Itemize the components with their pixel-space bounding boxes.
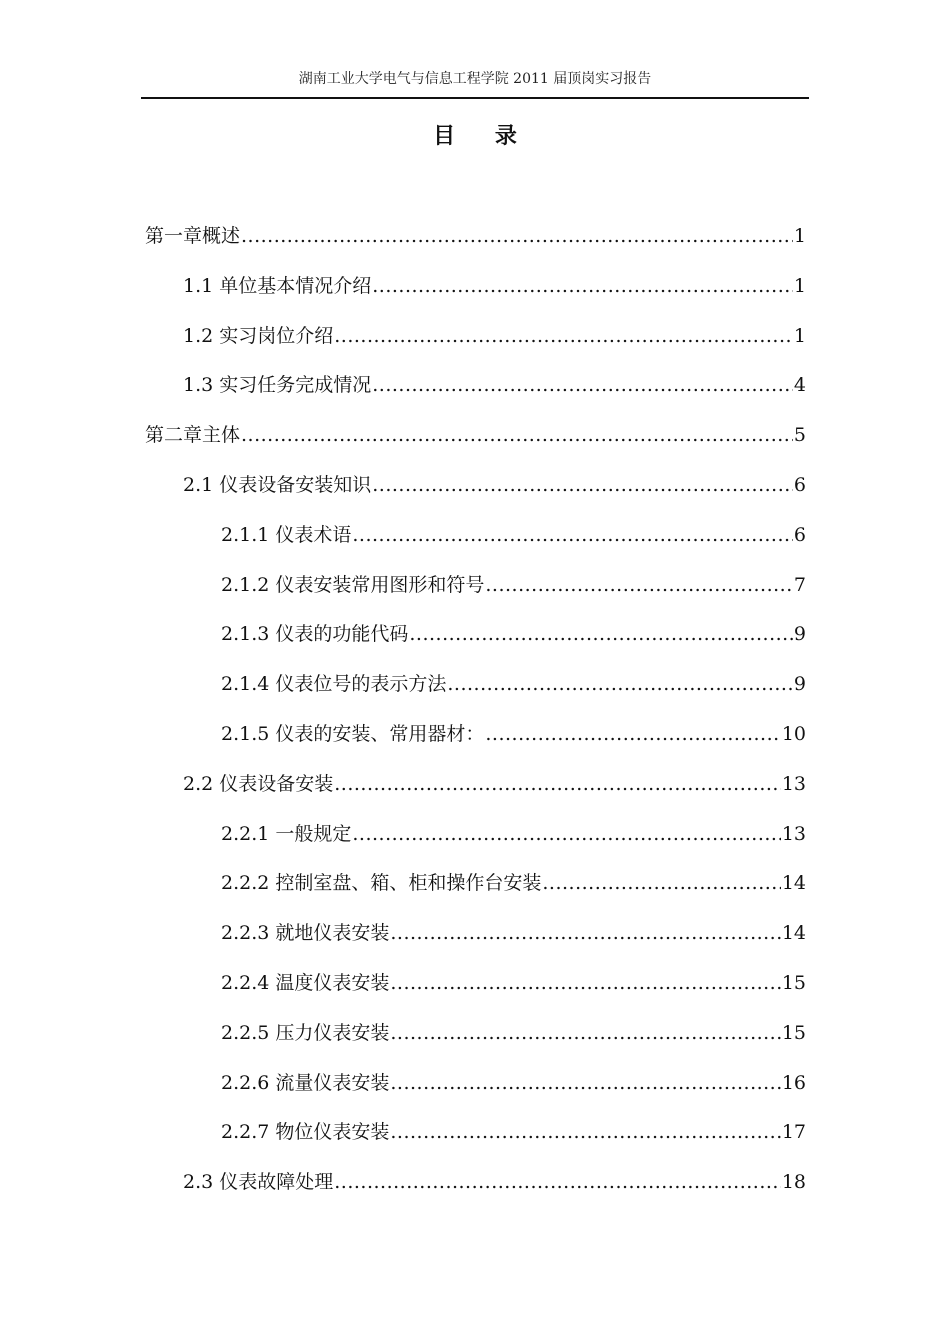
toc-entry-label: 1.3 实习任务完成情况: [183, 374, 372, 397]
toc-entry-page: 1: [793, 274, 806, 297]
page-header: 湖南工业大学电气与信息工程学院 2011 届顶岗实习报告: [298, 71, 652, 87]
toc-entry-page: 9: [793, 623, 806, 646]
toc-leader-dots: [241, 212, 793, 262]
toc-leader-dots: [352, 511, 793, 561]
toc-entry-label: 2.2.4 温度仪表安装: [221, 971, 390, 994]
toc-entry-page: 17: [781, 1121, 806, 1144]
toc-entry[interactable]: [0, 312, 950, 362]
toc-entry-page: 13: [781, 822, 806, 845]
toc-leader-dots: [390, 1059, 780, 1109]
toc-leader-dots: [485, 561, 793, 611]
toc-entry-label: 2.2.5 压力仪表安装: [221, 1021, 390, 1044]
toc-entry-label: 2.2.7 物位仪表安装: [221, 1121, 390, 1144]
toc-leader-dots: [334, 1158, 781, 1208]
toc-entry-page: 6: [793, 473, 806, 496]
toc-entry-page: 7: [793, 573, 806, 596]
toc-entry-page: 9: [793, 673, 806, 696]
toc-entry[interactable]: [0, 511, 950, 561]
toc-entry-page: 16: [781, 1071, 806, 1094]
toc-leader-dots: [334, 760, 781, 810]
toc-entry[interactable]: [0, 361, 950, 411]
toc-entry-label: 1.1 单位基本情况介绍: [183, 274, 372, 297]
toc-leader-dots: [372, 361, 793, 411]
toc-entry-page: 15: [781, 1021, 806, 1044]
toc-entry[interactable]: [0, 760, 950, 810]
toc-entry-label: 2.2.3 就地仪表安装: [221, 922, 390, 945]
toc-entry[interactable]: [0, 1158, 950, 1208]
toc-entry-page: 10: [781, 722, 806, 745]
toc-entry-page: 4: [793, 374, 806, 397]
toc-leader-dots: [352, 810, 780, 860]
toc-entry-page: 1: [793, 324, 806, 347]
toc-entry-label: 2.1 仪表设备安装知识: [183, 473, 372, 496]
toc-entry[interactable]: [0, 810, 950, 860]
toc-entry[interactable]: [0, 1059, 950, 1109]
toc-entry-page: 1: [793, 225, 806, 247]
toc-entry-label: 1.2 实习岗位介绍: [183, 324, 334, 347]
toc-leader-dots: [542, 859, 780, 909]
toc-leader-dots: [447, 660, 793, 710]
toc-leader-dots: [241, 411, 793, 461]
toc-entry-label: 第二章主体: [145, 424, 241, 447]
header-rule: [141, 97, 809, 99]
toc-entry-label: 2.1.5 仪表的安装、常用器材：: [221, 722, 485, 745]
toc-entry-label: 2.1.4 仪表位号的表示方法: [221, 673, 447, 696]
toc-leader-dots: [390, 909, 780, 959]
toc-entry[interactable]: [0, 610, 950, 660]
toc-entry-page: 14: [781, 872, 806, 895]
toc-entry-label: 2.2.2 控制室盘、箱、柜和操作台安装: [221, 872, 542, 895]
toc-entry[interactable]: [0, 909, 950, 959]
toc-entry-label: 2.2.6 流量仪表安装: [221, 1071, 390, 1094]
toc-title: 目 录: [433, 123, 533, 149]
toc-leader-dots: [390, 1108, 780, 1158]
toc-entry[interactable]: [0, 461, 950, 511]
toc-entry[interactable]: [0, 561, 950, 611]
toc-entry-label: 2.1.3 仪表的功能代码: [221, 623, 409, 646]
toc-entry-page: 13: [781, 772, 806, 795]
toc-leader-dots: [409, 610, 793, 660]
toc-entry-page: 5: [793, 424, 806, 447]
toc-entry-label: 2.2.1 一般规定: [221, 822, 352, 845]
toc-entry[interactable]: [0, 859, 950, 909]
toc-entry[interactable]: [0, 710, 950, 760]
toc-leader-dots: [485, 710, 780, 760]
toc-entry[interactable]: [0, 660, 950, 710]
toc-leader-dots: [390, 959, 780, 1009]
toc-entry-page: 15: [781, 971, 806, 994]
toc-entry[interactable]: [0, 1108, 950, 1158]
toc-leader-dots: [390, 1009, 780, 1059]
toc-leader-dots: [334, 312, 793, 362]
toc-entry[interactable]: [0, 262, 950, 312]
toc-entry-label: 2.3 仪表故障处理: [183, 1171, 334, 1194]
toc-entry-page: 6: [793, 523, 806, 546]
toc-entry[interactable]: [0, 959, 950, 1009]
toc-entry-page: 14: [781, 922, 806, 945]
toc-entry-label: 2.1.2 仪表安装常用图形和符号: [221, 573, 485, 596]
toc-entry-page: 18: [781, 1171, 806, 1194]
toc-leader-dots: [372, 461, 793, 511]
toc-entry-label: 2.1.1 仪表术语: [221, 523, 352, 546]
toc-leader-dots: [372, 262, 793, 312]
toc-entry[interactable]: [0, 1009, 950, 1059]
toc-entry-label: 2.2 仪表设备安装: [183, 772, 334, 795]
toc-entry[interactable]: [0, 212, 950, 262]
toc-entry[interactable]: [0, 411, 950, 461]
toc-entry-label: 第一章概述: [145, 225, 241, 247]
table-of-contents: [0, 212, 950, 1208]
